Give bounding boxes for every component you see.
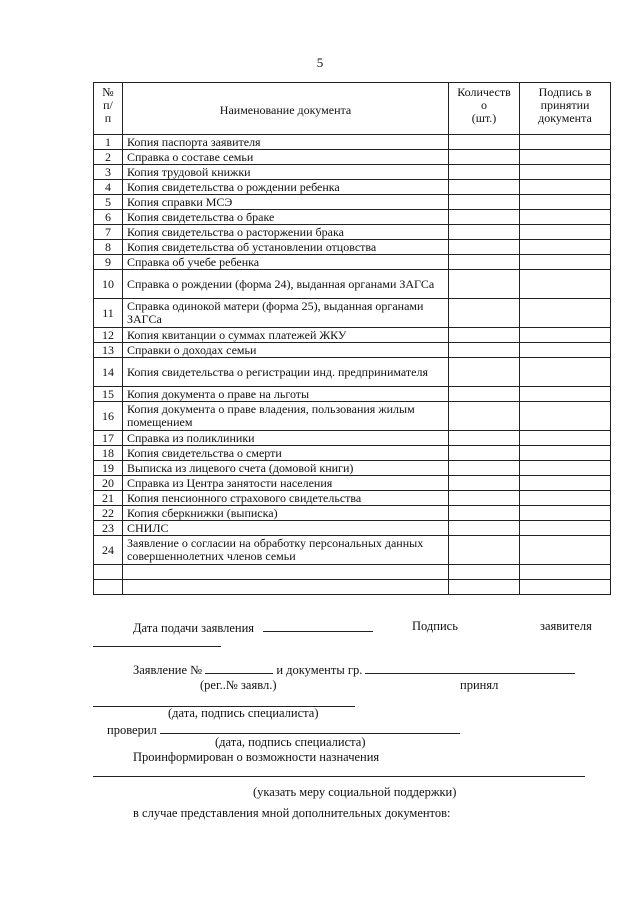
header-number-line-3: п [104,111,112,125]
signature-cell[interactable] [520,343,611,358]
table-row [94,135,611,150]
quantity-cell[interactable] [449,195,520,210]
quantity-cell[interactable] [449,343,520,358]
row-number: 4 [94,180,123,195]
row-number: 2 [94,150,123,165]
table-row [94,431,611,446]
row-number: 8 [94,240,123,255]
quantity-cell[interactable] [449,431,520,446]
signature-cell[interactable] [520,387,611,402]
document-name: Копия свидетельства о рождении ребенка [123,180,449,195]
table-row [94,402,611,431]
document-name: Копия квитанции о суммах платежей ЖКУ [123,328,449,343]
checked-label: проверил [107,723,157,737]
checked-signature-field[interactable] [160,721,460,734]
quantity-cell[interactable] [449,506,520,521]
date-sign-hint-2: (дата, подпись специалиста) [215,735,366,749]
header-number [94,83,123,135]
row-number: 6 [94,210,123,225]
header-quantity [449,83,520,135]
document-name: Выписка из лицевого счета (домовой книги) [123,461,449,476]
applicant-label: заявителя [540,619,592,633]
table-row [94,240,611,255]
table-row [94,476,611,491]
table-row [94,521,611,536]
signature-cell[interactable] [520,476,611,491]
date-field[interactable] [263,619,373,632]
signature-cell[interactable] [520,225,611,240]
header-quantity-line-1: Количеств [457,85,511,99]
row-number: 20 [94,476,123,491]
signature-cell[interactable] [520,431,611,446]
row-number: 19 [94,461,123,476]
signature-cell[interactable] [520,180,611,195]
header-signature-line-3: документа [538,111,592,125]
header-signature [520,83,611,135]
table-row [94,461,611,476]
quantity-cell[interactable] [449,255,520,270]
table-row [94,195,611,210]
signature-cell[interactable] [520,240,611,255]
document-name [123,565,449,580]
documents-label: и документы гр. [276,663,363,677]
document-name: Копия сберкнижки (выписка) [123,506,449,521]
signature-cell[interactable] [520,358,611,387]
row-number: 23 [94,521,123,536]
signature-cell[interactable] [520,195,611,210]
row-number: 14 [94,358,123,387]
row-number: 10 [94,270,123,299]
row-number: 7 [94,225,123,240]
table-row [94,210,611,225]
table-row [94,491,611,506]
empty-table-row [94,580,611,595]
quantity-cell[interactable] [449,565,520,580]
document-name: Копия пенсионного страхового свидетельства [123,491,449,506]
document-name: Копия свидетельства о браке [123,210,449,225]
quantity-cell[interactable] [449,328,520,343]
row-number: 17 [94,431,123,446]
quantity-cell[interactable] [449,536,520,565]
quantity-cell[interactable] [449,402,520,431]
quantity-cell[interactable] [449,135,520,150]
quantity-cell[interactable] [449,461,520,476]
applicant-signature-field[interactable] [93,634,221,651]
table-row [94,358,611,387]
row-number: 13 [94,343,123,358]
table-row [94,180,611,195]
citizen-name-field[interactable] [365,661,575,674]
quantity-cell[interactable] [449,387,520,402]
row-number: 1 [94,135,123,150]
quantity-cell[interactable] [449,521,520,536]
quantity-cell[interactable] [449,580,520,595]
table-row [94,506,611,521]
quantity-cell[interactable] [449,150,520,165]
document-name: Справки о доходах семьи [123,343,449,358]
document-name [123,580,449,595]
signature-cell[interactable] [520,270,611,299]
date-sign-hint-1: (дата, подпись специалиста) [168,706,319,720]
row-number: 12 [94,328,123,343]
signature-cell[interactable] [520,536,611,565]
row-number: 3 [94,165,123,180]
header-quantity-line-2: о [481,98,487,112]
document-name: Копия документа о праве владения, пользования жилым помещением [123,402,449,431]
reg-number-hint: (рег..№ заявл.) [200,678,277,692]
document-name: Справка из поликлиники [123,431,449,446]
signature-cell[interactable] [520,210,611,225]
document-name: Копия свидетельства о смерти [123,446,449,461]
table-header-row [94,83,611,135]
document-name: Справка об учебе ребенка [123,255,449,270]
signature-cell[interactable] [520,565,611,580]
document-name: Копия свидетельства о расторжении брака [123,225,449,240]
page-number: 5 [316,55,324,70]
row-number: 15 [94,387,123,402]
document-name: Заявление о согласии на обработку персональных данных совершеннолетних членов семьи [123,536,449,565]
header-quantity-line-3: (шт.) [471,111,497,125]
table-row [94,387,611,402]
signature-cell[interactable] [520,580,611,595]
table-row [94,225,611,240]
quantity-cell[interactable] [449,358,520,387]
row-number: 18 [94,446,123,461]
document-name: Справка о рождении (форма 24), выданная органами ЗАГСа [123,270,449,299]
table-row [94,255,611,270]
document-name: Копия трудовой книжки [123,165,449,180]
document-name: Копия справки МСЭ [123,195,449,210]
row-number: 24 [94,536,123,565]
row-number: 11 [94,299,123,328]
document-name: Копия документа о праве на льготы [123,387,449,402]
signature-cell[interactable] [520,491,611,506]
document-name: Копия паспорта заявителя [123,135,449,150]
header-document-name: Наименование документа [123,83,449,135]
quantity-cell[interactable] [449,165,520,180]
table-row [94,270,611,299]
accepted-label: принял [460,678,499,692]
signature-cell[interactable] [520,150,611,165]
signature-cell[interactable] [520,506,611,521]
empty-table-row [94,565,611,580]
signature-cell[interactable] [520,461,611,476]
documents-table-body [94,135,611,595]
table-row [94,150,611,165]
row-number: 5 [94,195,123,210]
support-hint: (указать меру социальной поддержки) [253,785,457,799]
signature-cell[interactable] [520,402,611,431]
document-name: Справка одинокой матери (форма 25), выданная органами ЗАГСа [123,299,449,328]
quantity-cell[interactable] [449,240,520,255]
document-name: Копия свидетельства об установлении отцовства [123,240,449,255]
row-number: 9 [94,255,123,270]
header-number-line-2: п/ [103,98,113,112]
quantity-cell[interactable] [449,446,520,461]
table-row [94,299,611,328]
signature-cell[interactable] [520,328,611,343]
application-number-field[interactable] [205,661,273,674]
additional-docs-label: в случае представления мной дополнительных документов: [133,806,451,820]
quantity-cell[interactable] [449,225,520,240]
row-number: 22 [94,506,123,521]
documents-table [93,82,611,595]
document-name: Справка из Центра занятости населения [123,476,449,491]
signature-cell[interactable] [520,165,611,180]
row-number: 16 [94,402,123,431]
signature-cell[interactable] [520,255,611,270]
quantity-cell[interactable] [449,476,520,491]
table-row [94,446,611,461]
document-name: Справка о составе семьи [123,150,449,165]
table-row [94,343,611,358]
application-line [133,661,575,678]
quantity-cell[interactable] [449,491,520,506]
document-name: СНИЛС [123,521,449,536]
document-name: Копия свидетельства о регистрации инд. предпринимателя [123,358,449,387]
informed-label: Проинформирован о возможности назначения [133,750,380,764]
signature-cell[interactable] [520,521,611,536]
header-signature-line-1: Подпись в [538,85,592,99]
signature-cell[interactable] [520,446,611,461]
header-number-line-1: № [102,85,114,99]
table-row [94,165,611,180]
support-measure-field[interactable] [93,764,585,781]
signature-cell[interactable] [520,135,611,150]
header-signature-line-2: принятии [540,98,590,112]
quantity-cell[interactable] [449,299,520,328]
row-number: 21 [94,491,123,506]
quantity-cell[interactable] [449,270,520,299]
table-row [94,328,611,343]
quantity-cell[interactable] [449,180,520,195]
date-label: Дата подачи заявления [133,621,255,635]
table-row [94,536,611,565]
signature-cell[interactable] [520,299,611,328]
row-number [94,565,123,580]
signature-label: Подпись [412,619,458,633]
row-number [94,580,123,595]
application-label: Заявление № [133,663,203,677]
quantity-cell[interactable] [449,210,520,225]
